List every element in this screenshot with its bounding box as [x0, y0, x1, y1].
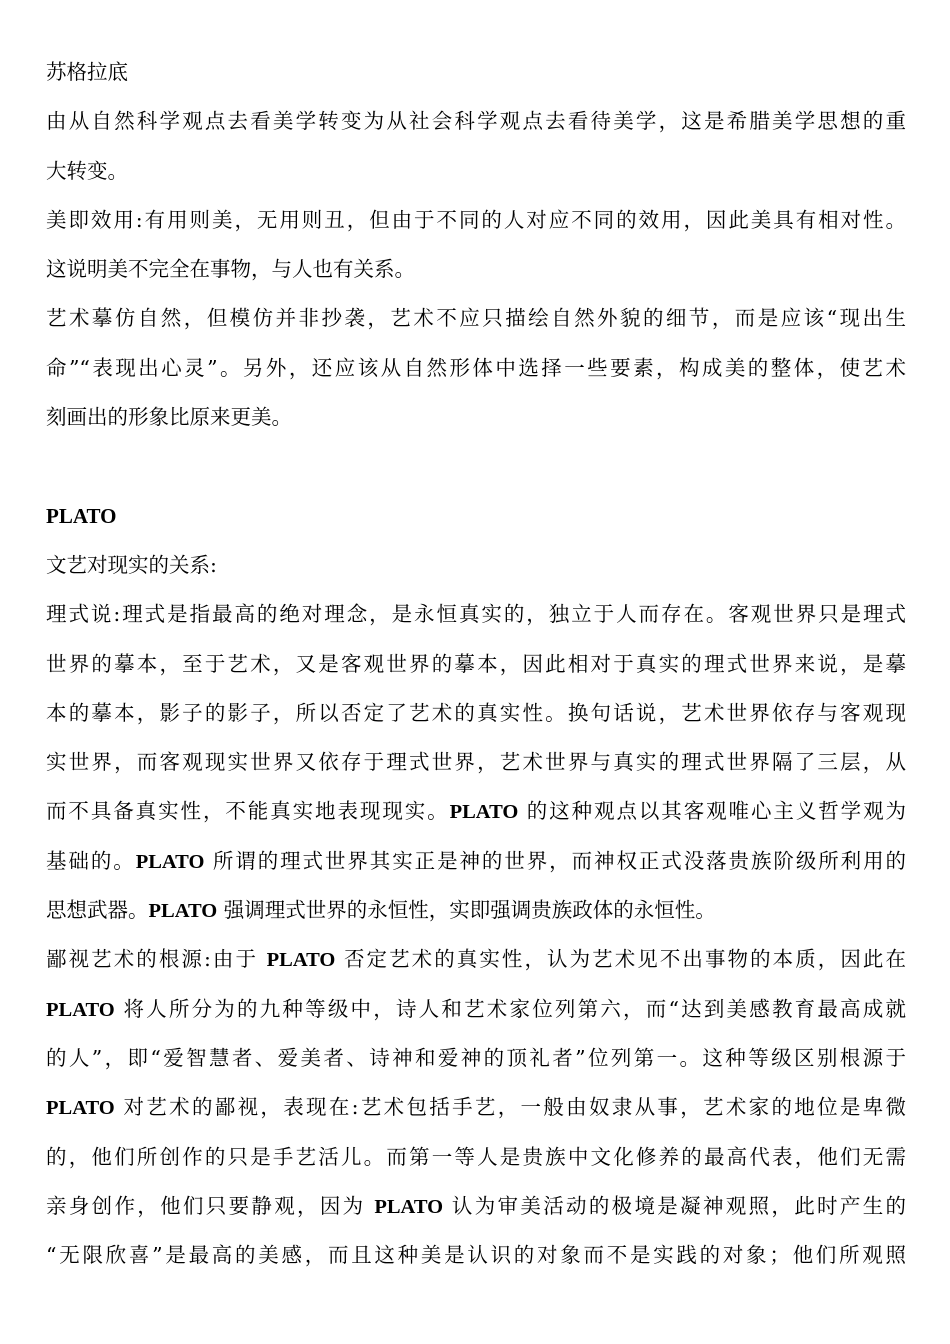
- paragraph-line: 命”“表现出心灵”。另外，还应该从自然形体中选择一些要素，构成美的整体，使艺术: [46, 355, 906, 380]
- plato-term: PLATO: [266, 949, 336, 972]
- plato-term: PLATO: [374, 1195, 444, 1218]
- text-run: 思想武器。: [46, 898, 149, 923]
- plato-term: PLATO: [46, 998, 115, 1021]
- paragraph-line: “无限欣喜”是最高的美感，而且这种美是认识的对象而不是实践的对象；他们所观照: [46, 1243, 906, 1268]
- text-run: 认为审美活动的极境是凝神观照，此时产生的: [443, 1193, 906, 1218]
- paragraph-line: 的，他们所创作的只是手艺活儿。而第一等人是贵族中文化修养的最高代表，他们无需: [46, 1144, 906, 1169]
- paragraph-line: [46, 787, 906, 836]
- paragraph-line: 由从自然科学观点去看美学转变为从社会科学观点去看待美学，这是希腊美学思想的重: [46, 109, 906, 134]
- paragraph-line: [46, 1182, 906, 1231]
- paragraph-line: 的人”，即“爱智慧者、爱美者、诗神和爱神的顶礼者”位列第一。这种等级区别根源于: [46, 1045, 906, 1070]
- paragraph-line: 本的摹本，影子的影子，所以否定了艺术的真实性。换句话说，艺术世界依存与客观现: [46, 700, 906, 725]
- spacer: [46, 442, 906, 491]
- paragraph-line: [46, 935, 906, 984]
- paragraph-line: 实世界，而客观现实世界又依存于理式世界，艺术世界与真实的理式世界隔了三层，从: [46, 750, 906, 775]
- text-run: 对艺术的鄙视，表现在:艺术包括手艺，一般由奴隶从事，艺术家的地位是卑微: [114, 1095, 906, 1120]
- plato-term: PLATO: [135, 850, 205, 873]
- text-run: 鄙视艺术的根源:由于: [46, 947, 267, 972]
- plato-term: PLATO: [449, 801, 519, 824]
- paragraph-line: 世界的摹本，至于艺术，又是客观世界的摹本，因此相对于真实的理式世界来说，是摹: [46, 651, 906, 676]
- paragraph-line: [46, 985, 906, 1034]
- text-run: 的这种观点以其客观唯心主义哲学观为: [518, 799, 906, 824]
- text-run: 将人所分为的九种等级中，诗人和艺术家位列第六，而“达到美感教育最高成就: [114, 996, 906, 1021]
- paragraph-line: 艺术摹仿自然，但模仿并非抄袭，艺术不应只描绘自然外貌的细节，而是应该“现出生: [46, 306, 906, 331]
- paragraph-line: [46, 837, 906, 886]
- paragraph-line: 刻画出的形象比原来更美。: [46, 405, 292, 430]
- paragraph-line: [46, 1083, 906, 1132]
- paragraph-line: [46, 886, 906, 935]
- subheading: 文艺对现实的关系:: [46, 552, 217, 577]
- plato-term: PLATO: [148, 900, 218, 923]
- text-run: 强调理式世界的永恒性，实即强调贵族政体的永恒性。: [217, 898, 716, 923]
- paragraph-line: 理式说:理式是指最高的绝对理念，是永恒真实的，独立于人而存在。客观世界只是理式: [46, 602, 906, 627]
- plato-term: PLATO: [46, 1097, 115, 1120]
- text-run: 否定艺术的真实性，认为艺术见不出事物的本质，因此在: [335, 947, 906, 972]
- paragraph-line: 这说明美不完全在事物，与人也有关系。: [46, 257, 415, 282]
- section-title-socrates: 苏格拉底: [46, 60, 128, 84]
- text-run: 而不具备真实性，不能真实地表现现实。: [46, 799, 450, 824]
- paragraph-line: 美即效用:有用则美，无用则丑，但由于不同的人对应不同的效用，因此美具有相对性。: [46, 207, 906, 232]
- section-title-plato: PLATO: [46, 503, 117, 528]
- text-run: 基础的。: [46, 848, 136, 873]
- text-run: 所谓的理式世界其实正是神的世界，而神权正式没落贵族阶级所利用的: [204, 848, 906, 873]
- text-run: 亲身创作，他们只要静观，因为: [46, 1193, 375, 1218]
- paragraph-line: 大转变。: [46, 158, 128, 183]
